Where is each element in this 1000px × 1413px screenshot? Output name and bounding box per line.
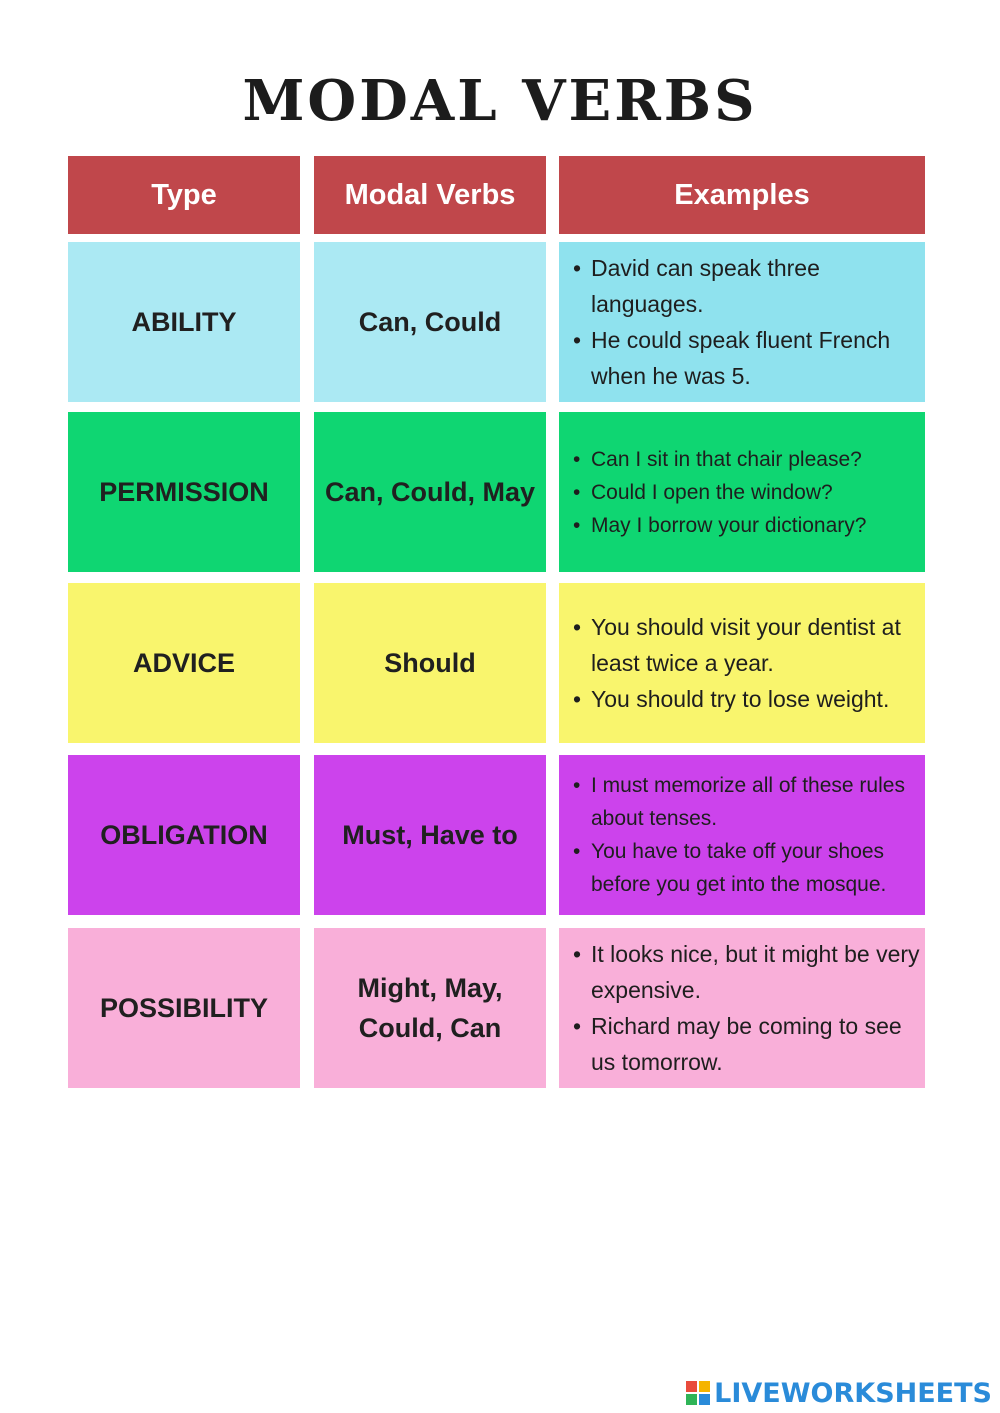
modal-ability-line: Can, Could	[358, 307, 502, 337]
example-item: • May I borrow your dictionary?	[571, 509, 866, 542]
example-item: • You should try to lose weight.	[571, 681, 921, 717]
example-item: • Could I open the window?	[571, 476, 866, 509]
examples-permission	[559, 412, 925, 572]
modal-possibility	[314, 928, 546, 1088]
brand-text: LIVEWORKSHEETS	[714, 1377, 992, 1409]
type-obligation: OBLIGATION	[68, 755, 300, 915]
header-examples: Examples	[559, 156, 925, 234]
modal-permission	[314, 412, 546, 572]
liveworksheets-logo-icon	[686, 1381, 710, 1405]
page-title: MODAL VERBS	[242, 68, 758, 134]
modal-obligation-line: Must, Have to	[342, 820, 518, 850]
modal-advice-line: Should	[384, 648, 476, 678]
modal-ability	[314, 242, 546, 402]
modal-possibility-line: Could, Can	[358, 1013, 502, 1043]
examples-possibility	[559, 928, 925, 1088]
modal-advice	[314, 583, 546, 743]
example-item: • You have to take off your shoes before you get into the mosque.	[571, 835, 921, 901]
example-item: • David can speak three languages.	[571, 250, 921, 322]
examples-ability	[559, 242, 925, 402]
type-ability: ABILITY	[68, 242, 300, 402]
modal-permission-line: Can, Could, May	[324, 477, 535, 507]
type-permission: PERMISSION	[68, 412, 300, 572]
example-item: • Richard may be coming to see us tomorrow.	[571, 1008, 921, 1080]
examples-obligation	[559, 755, 925, 915]
header-modal-verbs: Modal Verbs	[314, 156, 546, 234]
modal-obligation	[314, 755, 546, 915]
example-item: • I must memorize all of these rules about tenses.	[571, 769, 921, 835]
header-type: Type	[68, 156, 300, 234]
type-possibility: POSSIBILITY	[68, 928, 300, 1088]
liveworksheets-brand[interactable]	[686, 1378, 992, 1408]
example-item: • He could speak fluent French when he was 5.	[571, 322, 921, 394]
modal-possibility-line: Might, May,	[357, 973, 503, 1003]
type-advice: ADVICE	[68, 583, 300, 743]
example-item: • You should visit your dentist at least twice a year.	[571, 609, 921, 681]
example-item: • It looks nice, but it might be very expensive.	[571, 936, 921, 1008]
example-item: • Can I sit in that chair please?	[571, 443, 866, 476]
examples-advice	[559, 583, 925, 743]
